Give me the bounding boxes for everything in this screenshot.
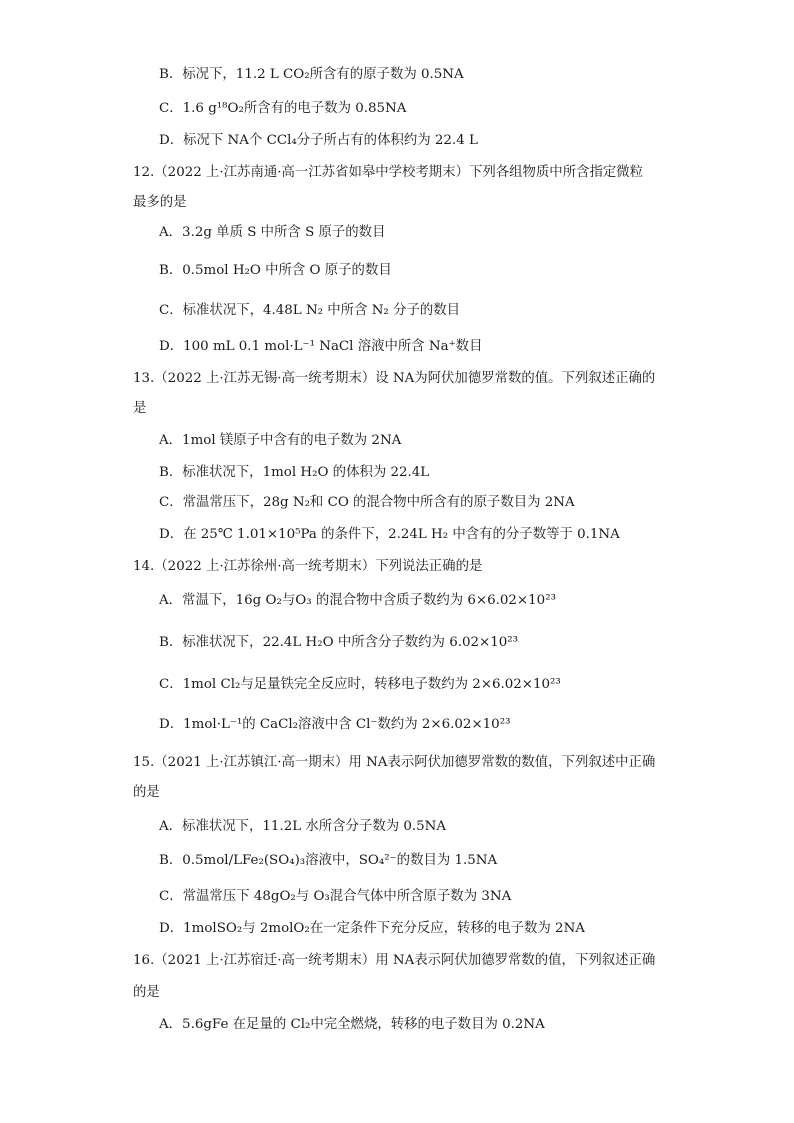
- q15-stem: 15.（2021 上·江苏镇江·高一期末）用 NA表示阿伏加德罗常数的数值，下列叙述中正确: [133, 755, 656, 770]
- q12-option-c: C．标准状况下，4.48L N₂ 中所含 N₂ 分子的数目: [159, 303, 461, 318]
- q14-option-d: D．1mol·L⁻¹的 CaCl₂溶液中含 Cl⁻数约为 2×6.02×10²³: [159, 717, 511, 732]
- q13-stem: 13.（2022 上·江苏无锡·高一统考期末）设 NA为阿伏加德罗常数的值。下列叙述正确的: [133, 371, 656, 386]
- q14-option-a: A．常温下，16g O₂与O₃ 的混合物中含质子数约为 6×6.02×10²³: [159, 593, 556, 608]
- q11-option-b: B．标况下，11.2 L CO₂所含有的原子数为 0.5NA: [159, 67, 464, 82]
- q15-option-d: D．1molSO₂与 2molO₂在一定条件下充分反应，转移的电子数为 2NA: [159, 921, 585, 936]
- q14-option-c: C．1mol Cl₂与足量铁完全反应时，转移电子数约为 2×6.02×10²³: [159, 677, 561, 692]
- q12-stem-cont: 最多的是: [133, 195, 187, 210]
- q14-stem: 14.（2022 上·江苏徐州·高一统考期末）下列说法正确的是: [133, 559, 483, 574]
- q16-stem-cont: 的是: [133, 985, 160, 1000]
- q12-option-a: A．3.2g 单质 S 中所含 S 原子的数目: [159, 225, 386, 240]
- q16-option-a: A．5.6gFe 在足量的 Cl₂中完全燃烧，转移的电子数目为 0.2NA: [159, 1017, 545, 1032]
- q12-stem: 12.（2022 上·江苏南通·高一江苏省如皋中学校考期末）下列各组物质中所含指定微粒: [133, 165, 644, 180]
- q11-option-d: D．标况下 NA个 CCl₄分子所占有的体积约为 22.4 L: [159, 133, 478, 148]
- q13-option-d: D．在 25℃ 1.01×10⁵Pa 的条件下，2.24L H₂ 中含有的分子数等于 0.1NA: [159, 527, 620, 542]
- q15-stem-cont: 的是: [133, 785, 160, 800]
- q11-option-c: C．1.6 g¹⁸O₂所含有的电子数为 0.85NA: [159, 101, 407, 116]
- q13-option-b: B．标准状况下，1mol H₂O 的体积为 22.4L: [159, 465, 430, 480]
- q15-option-a: A．标准状况下，11.2L 水所含分子数为 0.5NA: [159, 819, 447, 834]
- q12-option-d: D．100 mL 0.1 mol·L⁻¹ NaCl 溶液中所含 Na⁺数目: [159, 339, 483, 354]
- q15-option-b: B．0.5mol/LFe₂(SO₄)₃溶液中，SO₄²⁻的数目为 1.5NA: [159, 853, 498, 868]
- q14-option-b: B．标准状况下，22.4L H₂O 中所含分子数约为 6.02×10²³: [159, 635, 519, 650]
- q13-option-c: C．常温常压下，28g N₂和 CO 的混合物中所含有的原子数目为 2NA: [159, 495, 575, 510]
- q13-stem-cont: 是: [133, 401, 147, 416]
- q16-stem: 16.（2021 上·江苏宿迁·高一统考期末）用 NA表示阿伏加德罗常数的值，下列叙述正确: [133, 953, 656, 968]
- q13-option-a: A．1mol 镁原子中含有的电子数为 2NA: [159, 433, 402, 448]
- q15-option-c: C．常温常压下 48gO₂与 O₃混合气体中所含原子数为 3NA: [159, 889, 512, 904]
- q12-option-b: B．0.5mol H₂O 中所含 O 原子的数目: [159, 263, 392, 278]
